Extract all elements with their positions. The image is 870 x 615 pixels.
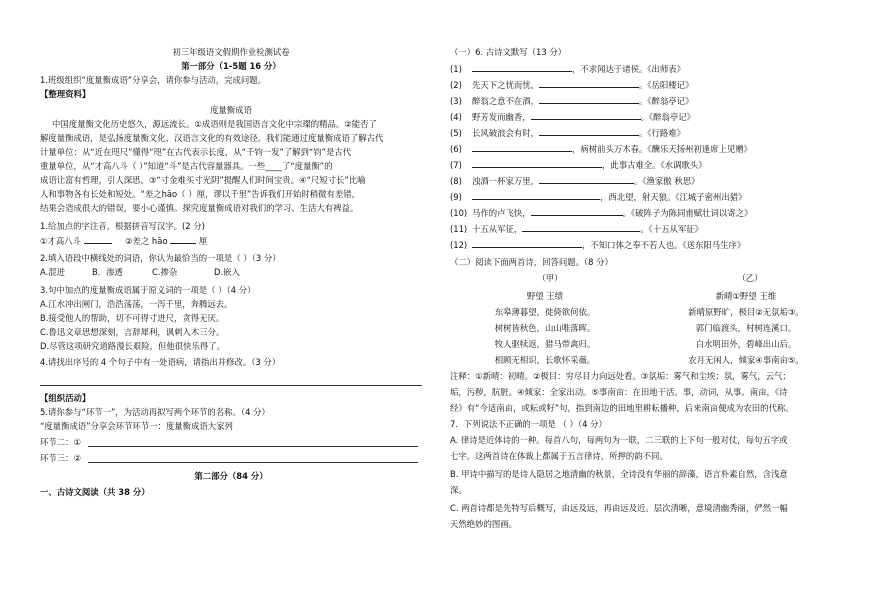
poem-b-line: 郭门临渡头，村树连溪口。 — [695, 323, 797, 333]
fill-prefix: 浊酒一杯家万里， — [472, 176, 539, 186]
answer-blank[interactable] — [170, 234, 196, 244]
poem-b-line: 农月无闲人，倾家④事南亩⑤。 — [688, 355, 804, 365]
fill-suffix: 。《行路难》 — [639, 128, 686, 138]
fill-row — [450, 190, 747, 203]
activity-label: 【组织活动】 — [40, 393, 91, 403]
option-d[interactable]: D.尽管这项研究道路漫长艰险，但他很快乐得了。 — [40, 341, 225, 351]
poem-a-line: 树树皆秋色，山山唯落晖。 — [494, 323, 596, 333]
answer-blank[interactable] — [539, 126, 639, 136]
fill-row — [450, 238, 745, 251]
poem-b-line: 新晴原野旷，极目②无氛垢③。 — [688, 307, 804, 317]
q1-item-a: ①才高八斗 — [40, 236, 82, 246]
question-1: 1.给加点的字注音，根据拼音写汉字。(2 分) — [40, 221, 205, 231]
fill-number: (2) — [450, 80, 462, 90]
fill-row — [450, 206, 752, 219]
option-b[interactable]: B．渗透 — [92, 267, 123, 277]
fill-number: (1) — [450, 64, 462, 74]
question-3: 3.句中加点的度量衡成语属于原义词的一项是（ ）（4 分） — [40, 285, 256, 295]
fill-number: (9) — [450, 192, 462, 202]
paragraph-line: 重量单位，从“才高八斗（ ）”知道“斗”是古代容量器具。一些____了“度量衡”的 — [40, 161, 333, 171]
fill-number: (8) — [450, 176, 462, 186]
fill-row — [450, 174, 699, 187]
fill-suffix: 。《岳阳楼记》 — [639, 80, 694, 90]
answer-blank[interactable] — [472, 62, 572, 72]
fill-row — [450, 78, 693, 91]
answer-blank[interactable] — [472, 190, 600, 200]
option-c[interactable]: C.鲁迅文章思想深刻，言辞犀利，讽刺入木三分。 — [40, 327, 225, 337]
answer-blank[interactable] — [472, 238, 582, 248]
fill-number: (10) — [450, 208, 468, 218]
fill-row — [450, 110, 695, 123]
question-2: 2.填入语段中横线处的词语，你认为最恰当的一项是（ ）（3 分） — [40, 253, 281, 263]
poem-a-title: 野望 王绩 — [526, 291, 564, 301]
question-2-options — [40, 266, 240, 278]
fill-number: (5) — [450, 128, 462, 138]
poem-b-line: 白水明田外，碧峰出山后。 — [695, 339, 797, 349]
answer-blank[interactable] — [531, 110, 641, 120]
poem-a-line: 东皋薄暮望，徙倚欲何依。 — [494, 307, 596, 317]
fill-suffix: ，病树前头万木春。《酬乐天扬州初逢席上见赠》 — [572, 144, 753, 154]
paragraph-line: 人和事物各有长处和短处。“差之hāo（ ）厘，谬以千里”告诉我们开始时稍微有差错， — [40, 189, 361, 199]
link-3-label: 环节三：② — [40, 453, 82, 463]
notes-line: 经》有“今适南亩，或耘或籽”句，指到南边的田地里耕耘播种，后来南亩便成为农田的代称。 — [450, 403, 794, 413]
fill-suffix: 。《十五从军征》 — [640, 224, 704, 234]
paragraph-line: 计量单位：从“近在咫尺”懂得“咫”在古代表示长度，从“千钧一发”了解到“钧”是古代 — [40, 147, 352, 157]
fill-suffix: 。《破阵子为陈同甫赋壮词以寄之》 — [622, 208, 753, 218]
fill-row — [450, 142, 752, 155]
answer-blank[interactable] — [531, 206, 623, 216]
answer-blank[interactable] — [522, 222, 640, 232]
fill-row — [450, 158, 707, 171]
fill-suffix: 。《醉翁亭记》 — [639, 96, 694, 106]
fill-prefix: 先天下之忧而忧， — [472, 80, 539, 90]
question-6-heading: （一）6. 古诗文默写（13 分） — [450, 47, 567, 57]
question-4: 4.请找出序号的 4 个句子中有一处语病，请指出并修改。（3 分） — [40, 357, 281, 367]
paragraph-line: 成语让富有哲理，引人深思。③“寸金难买寸光阴”提醒人们时间宝贵。④“尺短寸长”比喻 — [40, 175, 366, 185]
paragraph-line: 结果会造成很大的错误，要小心谨慎。探究度量衡成语对我们的学习、生活大有裨益。 — [40, 203, 359, 213]
link-2-blank[interactable] — [88, 446, 418, 447]
fill-prefix: 野芳发而幽香， — [472, 112, 531, 122]
fill-row — [450, 222, 703, 235]
fill-number: (4) — [450, 112, 462, 122]
fill-number: (12) — [450, 240, 468, 250]
option-b[interactable]: B.接受他人的帮助，切不可得寸进尺，贪得无厌。 — [40, 313, 225, 323]
answer-blank[interactable] — [472, 142, 572, 152]
fill-suffix: 。《醉翁亭记》 — [640, 112, 696, 122]
question-5-sub: “度量衡成语”分享会环节环节一：度量衡成语大家列 — [40, 421, 233, 431]
fill-prefix: 马作的卢飞快， — [472, 208, 531, 218]
material-title: 度量衡成语 — [210, 105, 252, 115]
option-a[interactable]: A.江水冲出闸门，浩浩荡荡，一泻千里，奔腾远去。 — [40, 299, 233, 309]
fill-number: (3) — [450, 96, 462, 106]
answer-blank[interactable] — [84, 234, 112, 244]
option-d[interactable]: D.嵌入 — [214, 267, 240, 277]
fill-row — [450, 126, 685, 139]
option-c-cont: 天然绝妙的图画。 — [450, 519, 517, 529]
poem-a-label: （甲） — [537, 273, 563, 283]
question-5: 5.请你参与“环节一”，为活动再拟写两个环节的名称。（4 分） — [40, 407, 270, 417]
intro-text: 1.班级组织“度量衡成语”分享会，请你参与活动，完成问题。 — [40, 75, 267, 85]
fill-row — [450, 62, 685, 75]
option-a[interactable]: A.混进 — [40, 267, 65, 277]
fill-row — [450, 94, 693, 107]
fill-prefix: 十五从军征， — [472, 224, 523, 234]
part1-heading: 第一部分（1-5题 16 分） — [181, 61, 281, 71]
q1-item-b-end: 厘 — [198, 236, 208, 246]
fill-prefix: 醉翁之意不在酒， — [472, 96, 539, 106]
exam-title: 初三年级语文假期作业检测试卷 — [172, 47, 290, 57]
fill-number: (6) — [450, 144, 462, 154]
question-1-answers — [40, 234, 207, 247]
answer-blank[interactable] — [472, 158, 602, 168]
answer-blank[interactable] — [539, 94, 639, 104]
option-b-cont: 深。 — [450, 485, 467, 495]
option-c[interactable]: C. 两首诗都是先特写后概写，由远及远，再由远及近。层次清晰，意境清幽秀丽，俨然一幅 — [450, 503, 788, 513]
q1-item-b: ②差之 hāo — [125, 236, 168, 246]
poem-b-title: 新晴①野望 王维 — [715, 291, 777, 301]
option-a[interactable]: A. 律诗是近体诗的一种。每首八句，每两句为一联，二三联的上下句一般对仗，每句五字或 — [450, 435, 788, 445]
reading-heading: （二）阅读下面两首诗，回答问题。（8 分） — [450, 257, 613, 267]
fill-suffix: ，不知口体之奉不若人也。《送东阳马生序》 — [582, 240, 746, 250]
notes-line: 注释：①新晴：初晴。②极目：穷尽目力向远处看。③氛垢：雾气和尘埃；氛，雾气，云气； — [450, 371, 791, 381]
question-7: 7．下列说法不正确的一项是 （ ）（4 分） — [450, 419, 607, 429]
poem-a-line: 相顾无相识，长歌怀采薇。 — [494, 355, 596, 365]
material-label: 【整理资料】 — [40, 89, 91, 99]
poem-b-label: （乙） — [737, 273, 763, 283]
section-1-heading: 一、古诗文阅读（共 38 分） — [40, 487, 150, 497]
paragraph-line: 中国度量衡文化历史悠久，源远流长。①成语则是我国语言文化中宗璨的精品。②能否了 — [52, 119, 377, 129]
link-2-label: 环节二：① — [40, 437, 82, 447]
notes-line: 垢，污秽，肮脏。④倾家：全家出动。⑤事南亩：在田地干活。事，动词，从事。南亩，《诗 — [450, 387, 788, 397]
fill-suffix: ，西北望，射天狼。《江城子密州出猎》 — [600, 192, 747, 202]
answer-blank[interactable] — [539, 78, 639, 88]
link-3-blank[interactable] — [88, 462, 418, 463]
fill-suffix: 。《渔家傲 秋思》 — [634, 176, 700, 186]
answer-line[interactable] — [40, 385, 422, 386]
poem-a-line: 牧人驱犊返，猎马带禽归。 — [494, 339, 596, 349]
fill-number: (7) — [450, 160, 462, 170]
fill-prefix: 长风破浪会有时， — [472, 128, 539, 138]
option-c[interactable]: C.掺杂 — [152, 267, 178, 277]
fill-suffix: ，此事古难全。《水调歌头》 — [602, 160, 707, 170]
part2-heading: 第二部分（84 分） — [194, 471, 268, 481]
paragraph-line: 解度量衡成语，是弘扬度量衡文化、汉语言文化的有效途径。我们能通过度量衡成语了解古代 — [40, 133, 384, 143]
option-b[interactable]: B. 甲诗中描写的是诗人隐居之地清幽的秋景，全诗没有华丽的辞藻，语言朴素自然，含浅意 — [450, 469, 788, 479]
fill-number: (11) — [450, 224, 468, 234]
option-a-cont: 七字。这两首诗在体裁上都属于五言律诗，所押的韵不同。 — [450, 451, 668, 461]
fill-suffix: ，不求闻达于诸侯。《出师表》 — [572, 64, 686, 74]
answer-blank[interactable] — [539, 174, 634, 184]
